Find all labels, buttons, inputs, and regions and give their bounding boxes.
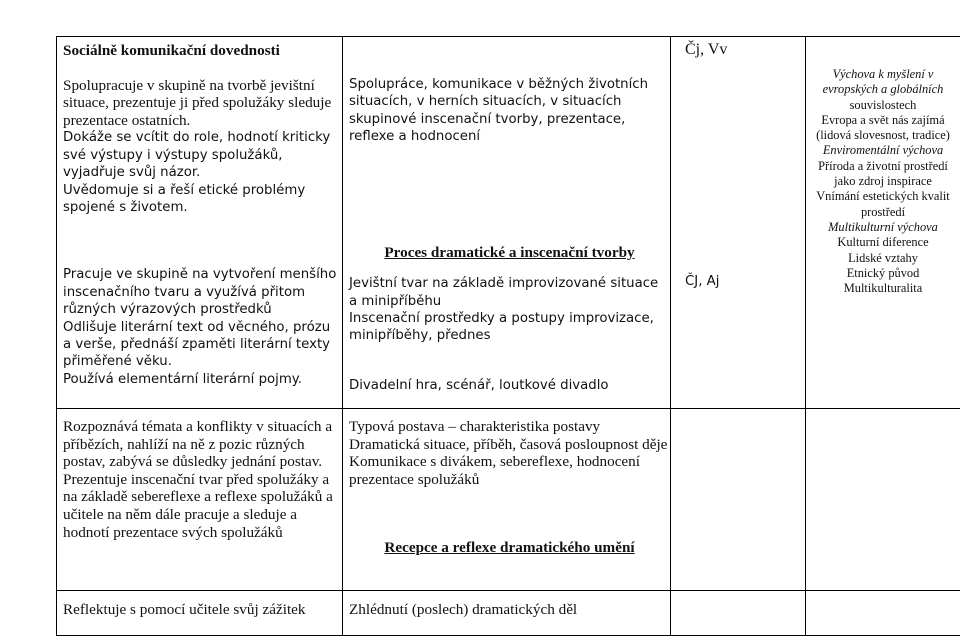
outcome-text: Uvědomuje si a řeší etické problémy spojené s životem. (63, 182, 306, 215)
section-heading: Sociálně komunikační dovednosti (63, 42, 280, 59)
content-text: Inscenační prostředky a postupy improvizace, minipříběhy, přednes (349, 311, 654, 344)
theme-line: Enviromentální výchova (822, 143, 944, 158)
content-text: Spolupráce, komunikace v běžných životních situacích, v herních situacích, v situacích skupinové inscenační tvorby, prezentace, reflexe a hodnocení (349, 77, 649, 145)
outcomes-cell (57, 37, 343, 409)
content-cell (343, 591, 671, 636)
outcome-text: Používá elementární literární pojmy. (63, 371, 302, 387)
curriculum-table (56, 36, 960, 636)
links-cell (671, 591, 806, 636)
outcome-text: Reflektuje s pomocí učitele svůj zážitek (63, 601, 306, 618)
themes-cell (806, 591, 960, 636)
theme-line: Příroda a životní prostředí jako zdroj inspirace (818, 158, 948, 189)
subject-links: Čj, Vv (685, 41, 728, 58)
theme-line: Vnímání estetických kvalit prostředí (816, 189, 950, 219)
content-cell (343, 37, 671, 409)
theme-line: Lidské vztahy (848, 250, 918, 265)
outcomes-cell (57, 409, 343, 591)
outcome-text: Pracuje ve skupině na vytvoření menšího inscenačního tvaru a využívá přitom různých výrazových prostředků (63, 267, 337, 318)
outcome-text: Dokáže se vcítit do role, hodnotí kriticky své výstupy i výstupy spolužáků, vyjadřuje svůj názor. (63, 130, 331, 181)
outcome-text: Odlišuje literární text od věcného, prózu a verše, přednáší zpaměti literární texty přiměřené věku. (63, 319, 331, 370)
theme-line: Multikulturalita (843, 281, 923, 296)
outcome-text: Rozpoznává témata a konflikty v situacích a příbězích, nahlíží na ně z pozic různých postav, zabývá se důsledky jednání postav. Prezentuje inscenační tvar před spolužáky a na základě sebereflexe a reflexe spolužáků a učitele na něm dále pracuje a sleduje a hodnotí prezentace svých spolužáků (63, 418, 333, 541)
content-text: Zhlédnutí (poslech) dramatických děl (349, 601, 578, 618)
subject-links: ČJ, Aj (685, 273, 720, 289)
links-cell (671, 37, 806, 409)
section-title: Recepce a reflexe dramatického umění (384, 539, 635, 557)
content-text: Jevištní tvar na základě improvizované situace a minipříběhu (349, 276, 659, 309)
theme-line: Výchova k myšlení v evropských a globálních (822, 67, 944, 97)
table-row (57, 591, 960, 636)
theme-line: souvislostech (849, 97, 917, 112)
content-text: Komunikace s divákem, sebereflexe, hodnocení prezentace spolužáků (349, 453, 640, 488)
content-text: Dramatická situace, příběh, časová posloupnost děje (349, 435, 668, 453)
themes-cell (806, 409, 960, 591)
themes-cell (806, 37, 960, 409)
theme-line: Kulturní diference (837, 235, 929, 250)
links-cell (671, 409, 806, 591)
section-title: Proces dramatické a inscenační tvorby (384, 243, 635, 261)
table-row (57, 409, 960, 591)
content-text: Typová postava – charakteristika postavy (349, 418, 601, 435)
theme-line: Multikulturní výchova (828, 219, 938, 234)
table-row (57, 37, 960, 409)
content-cell (343, 409, 671, 591)
theme-line: Etnický původ (846, 265, 920, 280)
theme-line: Evropa a svět nás zajímá (lidová slovesnost, tradice) (816, 112, 950, 143)
outcomes-cell (57, 591, 343, 636)
outcome-text: Spolupracuje v skupině na tvorbě jevištní situace, prezentuje ji před spolužáky sleduje prezentace ostatních. (63, 76, 332, 129)
content-text: Divadelní hra, scénář, loutkové divadlo (349, 377, 609, 393)
